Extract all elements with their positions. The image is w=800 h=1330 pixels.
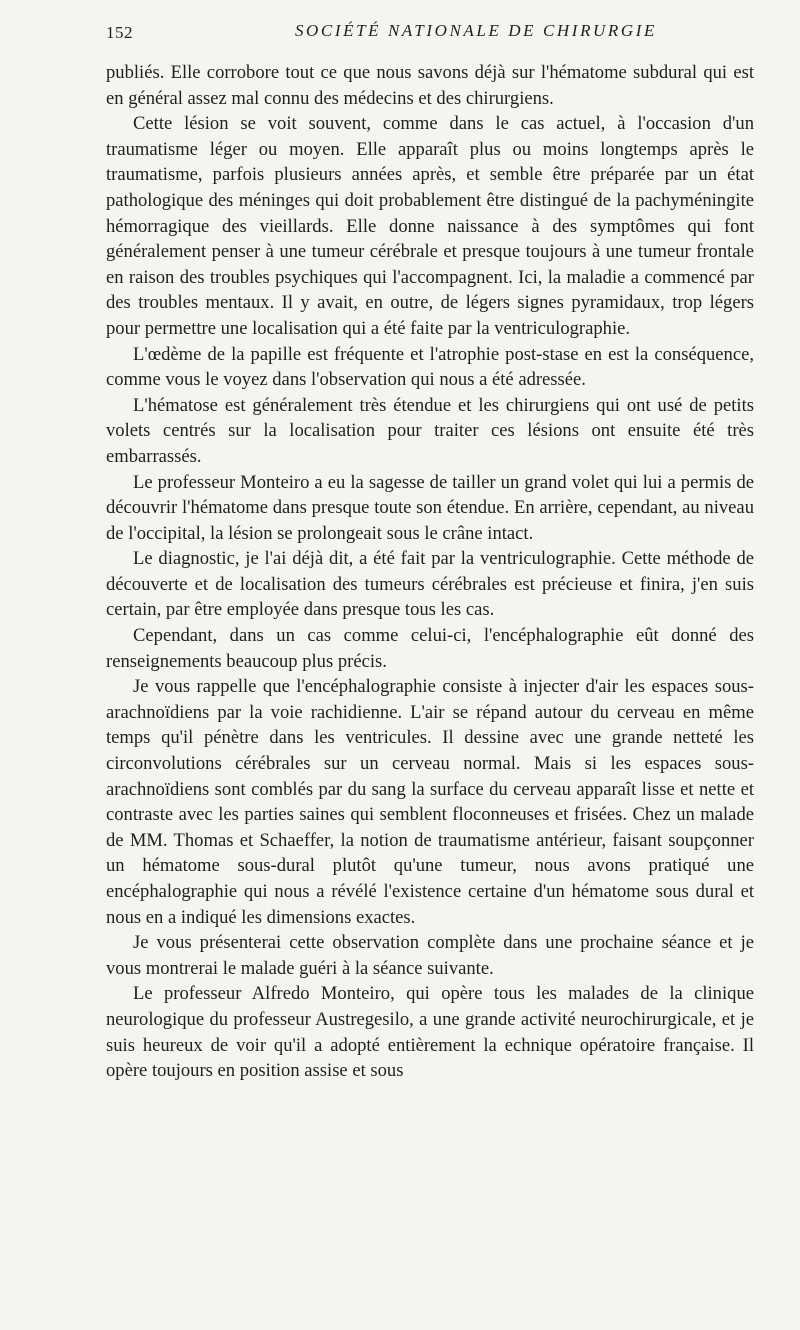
- paragraph-4: L'hématose est généralement très étendue et les chirurgiens qui ont usé de petits volets centrés sur la localisation pour traiter ces lésions ont ensuite été très embarrassés.: [106, 394, 754, 467]
- paragraph-8: Je vous rappelle que l'encéphalographie consiste à injecter d'air les espaces sous-arachnoïdiens par la voie rachidienne. L'air se répand autour du cerveau en même temps qu'il pénètre dans les ventricules. Il dessine avec une grande netteté les circonvolutions cérébrales sur un cerveau normal. Mais si les espaces sous-arachnoïdiens sont comblés par du sang la surface du cerveau apparaît lisse et nette et contraste avec les parties saines qui semblent floconneuses et frisées. Chez un malade de MM. Thomas et Schaeffer, la notion de traumatisme antérieur, faisant soupçonner un hématome sous-dural plutôt qu'une tumeur, nous avons pratiqué une encéphalographie qui nous a révélé l'existence certaine d'un hématome sous dural et nous en a indiqué les dimensions exactes.: [106, 676, 754, 928]
- paragraph-6: Le diagnostic, je l'ai déjà dit, a été fait par la ventriculographie. Cette méthode de découverte et de localisation des tumeurs cérébrales est précieuse et finira, j'en suis certain, par être employée dans presque tous les cas.: [106, 548, 754, 621]
- paragraph-10: Le professeur Alfredo Monteiro, qui opère tous les malades de la clinique neurologique du professeur Austregesilo, a une grande activité neurochirurgicale, et je suis heureux de voir qu'il a adopté entièrement la echnique opératoire française. Il opère toujours en position assise et sous: [106, 983, 754, 1082]
- running-head: SOCIÉTÉ NATIONALE DE CHIRURGIE: [294, 21, 658, 40]
- paragraph-2: Cette lésion se voit souvent, comme dans le cas actuel, à l'occasion d'un traumatisme léger ou moyen. Elle apparaît plus ou moins longtemps après le traumatisme, parfois plusieurs années après, et semble être préparée par un état pathologique des méninges qui doit probablement être distingué de la pachyméningite hémorragique des vieillards. Elle donne naissance à des symptômes qui font généralement penser à une tumeur cérébrale et presque toujours à une tumeur frontale en raison des troubles psychiques qui l'accompagnent. Ici, la maladie a commencé par des troubles mentaux. Il y avait, en outre, de légers signes pyramidaux, trop légers pour permettre une localisation qui a été faite par la ventriculographie.: [106, 113, 754, 339]
- paragraph-1: publiés. Elle corrobore tout ce que nous savons déjà sur l'hématome subdural qui est en général assez mal connu des médecins et des chirurgiens.: [106, 62, 754, 109]
- paragraph-9: Je vous présenterai cette observation complète dans une prochaine séance et je vous montrerai le malade guéri à la séance suivante.: [106, 932, 754, 979]
- page-header: [106, 21, 756, 47]
- page-number: 152: [106, 23, 133, 42]
- paragraph-3: L'œdème de la papille est fréquente et l'atrophie post-stase en est la conséquence, comme vous le voyez dans l'observation qui nous a été adressée.: [106, 343, 754, 391]
- body-text: [106, 60, 754, 1084]
- paragraph-5: Le professeur Monteiro a eu la sagesse de tailler un grand volet qui lui a permis de découvrir l'hématome dans presque toute son étendue. En arrière, cependant, au niveau de l'occipital, la lésion se prolongeait sous le crâne intact.: [106, 471, 754, 544]
- paragraph-7: Cependant, dans un cas comme celui-ci, l'encéphalographie eût donné des renseignements beaucoup plus précis.: [106, 625, 754, 672]
